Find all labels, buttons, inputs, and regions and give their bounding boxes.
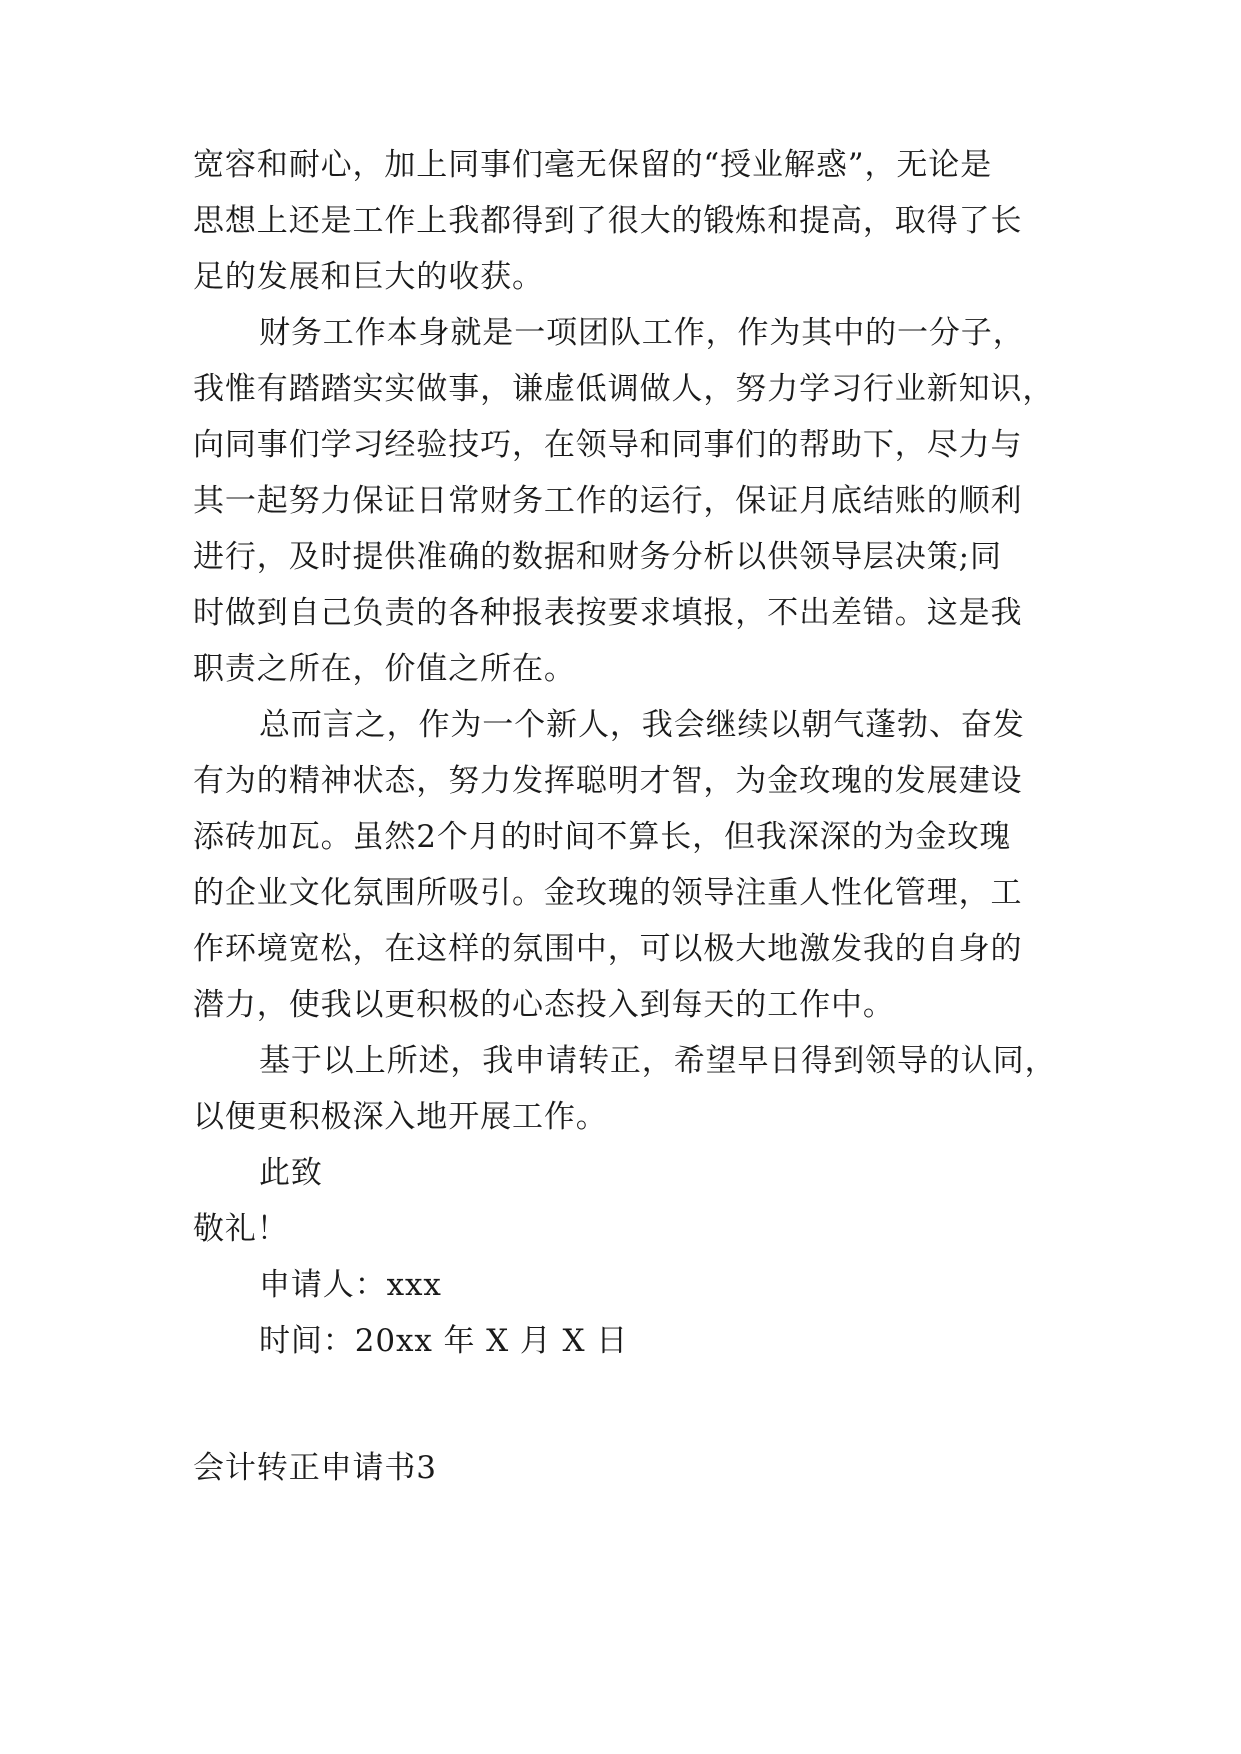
body-line-12: 有为的精神状态，努力发挥聪明才智，为金玫瑰的发展建设 <box>193 763 1023 799</box>
section-title: 会计转正申请书3 <box>193 1450 437 1486</box>
body-line-8: 进行，及时提供准确的数据和财务分析以供领导层决策;同 <box>193 539 1002 575</box>
body-line-10: 职责之所在，价值之所在。 <box>193 651 576 687</box>
body-line-9: 时做到自己负责的各种报表按要求填报，不出差错。这是我 <box>193 595 1023 631</box>
body-line-1: 宽容和耐心，加上同事们毫无保留的“授业解惑”，无论是 <box>193 147 993 183</box>
body-line-3: 足的发展和巨大的收获。 <box>193 259 544 295</box>
body-line-14: 的企业文化氛围所吸引。金玫瑰的领导注重人性化管理，工 <box>193 875 1023 911</box>
body-line-18: 以便更积极深入地开展工作。 <box>193 1099 608 1135</box>
body-line-4: 财务工作本身就是一项团队工作，作为其中的一分子， <box>259 315 1025 351</box>
body-line-2: 思想上还是工作上我都得到了很大的锻炼和提高，取得了长 <box>193 203 1023 239</box>
body-line-16: 潜力，使我以更积极的心态投入到每天的工作中。 <box>193 987 895 1023</box>
body-line-13: 添砖加瓦。虽然2个月的时间不算长，但我深深的为金玫瑰 <box>193 819 1012 855</box>
body-line-7: 其一起努力保证日常财务工作的运行，保证月底结账的顺利 <box>193 483 1023 519</box>
closing-respect: 敬礼！ <box>193 1211 289 1247</box>
closing-salutation: 此致 <box>259 1155 323 1191</box>
date-line: 时间：20xx 年 X 月 X 日 <box>259 1323 629 1359</box>
applicant-line: 申请人：xxx <box>259 1267 442 1303</box>
body-line-5: 我惟有踏踏实实做事，谦虚低调做人，努力学习行业新知识， <box>193 371 1055 407</box>
body-line-17: 基于以上所述，我申请转正，希望早日得到领导的认同， <box>259 1043 1057 1079</box>
body-line-15: 作环境宽松，在这样的氛围中，可以极大地激发我的自身的 <box>193 931 1023 967</box>
body-line-11: 总而言之，作为一个新人，我会继续以朝气蓬勃、奋发 <box>259 707 1025 743</box>
body-line-6: 向同事们学习经验技巧，在领导和同事们的帮助下，尽力与 <box>193 427 1023 463</box>
